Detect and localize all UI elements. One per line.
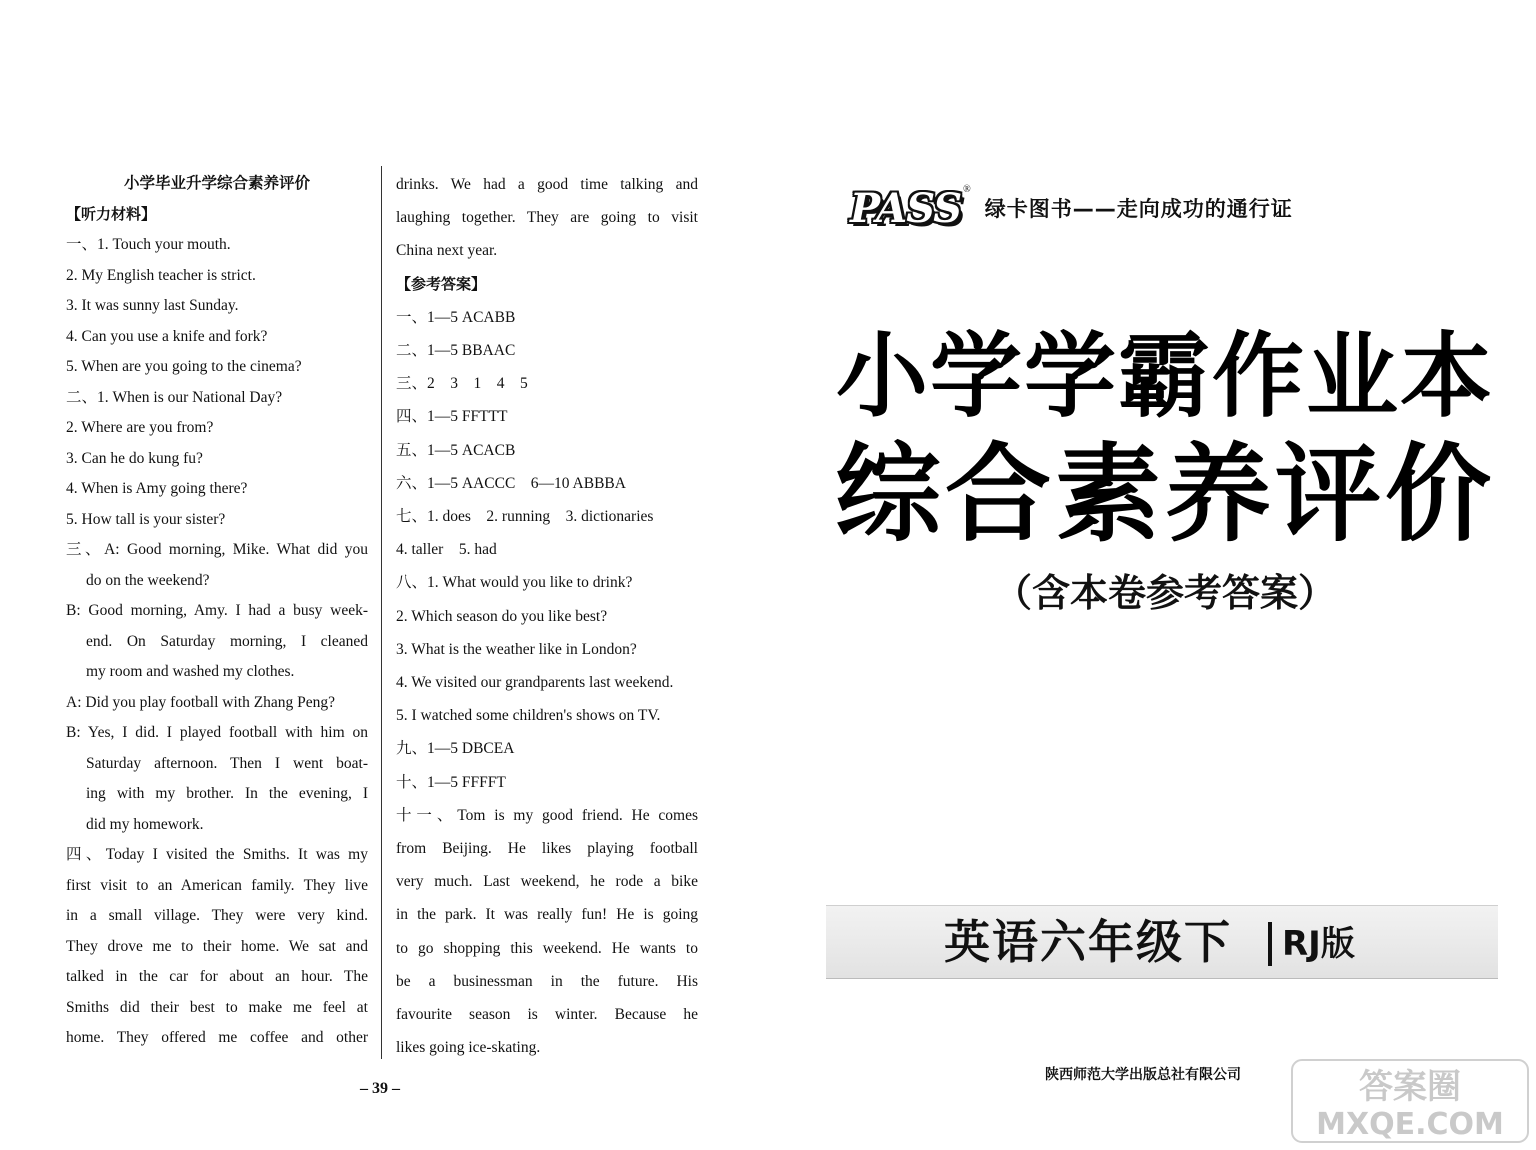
text-line: in a small village. They were very kind. (66, 907, 368, 924)
text-line: 三、2 3 1 4 5 (396, 375, 528, 393)
band-separator (1268, 922, 1272, 966)
text-line: 十、1—5 FFFFT (396, 773, 506, 791)
text-line: 5. When are you going to the cinema? (66, 358, 302, 375)
watermark-logo (1290, 1058, 1530, 1144)
text-line: 二、1. When is our National Day? (66, 388, 283, 406)
watermark-line1: 答案圈 (1359, 1067, 1461, 1107)
answer-column (396, 168, 698, 1064)
text-line: drinks. We had a good time talking and (396, 176, 698, 193)
cover-title-line2: 综合素养评价 (835, 433, 1495, 556)
listening-lines (66, 230, 368, 1054)
answer-lines (396, 301, 698, 1065)
cover-subtitle: （含本卷参考答案） (993, 571, 1336, 615)
column-divider (381, 166, 382, 1059)
text-line: B: Yes, I did. I played football with him on (66, 724, 368, 741)
text-line: 七、1. does 2. running 3. dictionaries (396, 508, 654, 526)
text-line: 一、1. Touch your mouth. (66, 236, 231, 253)
text-line: first visit to an American family. They live (66, 876, 368, 894)
registered-mark-icon: ® (963, 184, 971, 195)
text-line: 5. How tall is your sister? (66, 510, 226, 528)
text-line: 5. I watched some children's shows on TV. (396, 707, 661, 725)
text-line: 六、1—5 AACCC 6—10 ABBBA (396, 474, 626, 492)
watermark-line2: MXQE.COM (1316, 1107, 1504, 1142)
text-line: 一、1—5 ACABB (396, 308, 516, 326)
text-line: Smiths did their best to make me feel at (66, 998, 368, 1016)
text-line: Saturday afternoon. Then I went boat- (86, 754, 368, 772)
text-line: B: Good morning, Amy. I had a busy week- (66, 602, 368, 619)
text-line: 3. It was sunny last Sunday. (66, 297, 239, 314)
text-line: 2. My English teacher is strict. (66, 266, 256, 284)
text-line: favourite season is winter. Because he (396, 1006, 698, 1024)
text-line: 2. Where are you from? (66, 419, 214, 436)
text-line: 4. taller 5. had (396, 541, 497, 559)
text-line: very much. Last weekend, he rode a bike (396, 873, 698, 891)
text-line: ing with my brother. In the evening, I (86, 785, 368, 802)
answer-heading: 【参考答案】 (396, 274, 487, 293)
text-line: China next year. (396, 242, 498, 260)
text-line: laughing together. They are going to visit (396, 209, 698, 227)
text-line: 九、1—5 DBCEA (396, 740, 515, 758)
subject-band (826, 905, 1498, 979)
text-line: 二、1—5 BBAAC (396, 342, 516, 360)
slogan: 绿卡图书——走向成功的通行证 (984, 197, 1293, 221)
text-line: 五、1—5 ACACB (396, 441, 516, 459)
text-line: talked in the car for about an hour. The (66, 968, 368, 985)
pass-logo: PASS (850, 184, 962, 232)
publisher: 陕西师范大学出版总社有限公司 (1045, 1067, 1241, 1083)
exam-title: 小学毕业升学综合素养评价 (123, 174, 310, 192)
edition-label: RJ版 (1282, 924, 1355, 964)
text-line: likes going ice-skating. (396, 1039, 541, 1057)
text-line: 4. We visited our grandparents last weekend. (396, 674, 674, 692)
text-line: to go shopping this weekend. He wants to (396, 939, 698, 957)
listening-heading: 【听力材料】 (66, 205, 157, 223)
text-line: 4. Can you use a knife and fork? (66, 327, 268, 345)
brand-row (850, 178, 1293, 238)
text-line: 三、A: Good morning, Mike. What did you (66, 541, 368, 558)
text-line: A: Did you play football with Zhang Peng? (66, 693, 336, 711)
text-line: They drove me to their home. We sat and (66, 937, 368, 955)
text-line: 2. Which season do you like best? (396, 607, 608, 625)
text-line: 八、1. What would you like to drink? (396, 574, 633, 592)
page-number: – 39 – (360, 1080, 400, 1097)
listening-continued (396, 168, 698, 268)
subject-label: 英语六年级下 (944, 915, 1232, 969)
text-line: 4. When is Amy going there? (66, 480, 248, 497)
text-line: do on the weekend? (86, 571, 210, 589)
text-line: be a businessman in the future. His (396, 972, 698, 990)
text-line: from Beijing. He likes playing football (396, 840, 698, 858)
text-line: 3. Can he do kung fu? (66, 449, 203, 467)
text-line: 四、1—5 FFTTT (396, 408, 508, 426)
text-line: 十一、Tom is my good friend. He comes (396, 806, 698, 824)
listening-column (66, 168, 368, 1054)
text-line: end. On Saturday morning, I cleaned (86, 632, 368, 650)
text-line: home. They offered me coffee and other (66, 1029, 368, 1046)
cover-title-line1: 小学学霸作业本 (835, 323, 1494, 430)
text-line: 四、Today I visited the Smiths. It was my (66, 846, 368, 863)
text-line: did my homework. (86, 815, 204, 833)
text-line: 3. What is the weather like in London? (396, 640, 637, 658)
text-line: my room and washed my clothes. (86, 663, 295, 680)
text-line: in the park. It was really fun! He is going (396, 906, 698, 924)
